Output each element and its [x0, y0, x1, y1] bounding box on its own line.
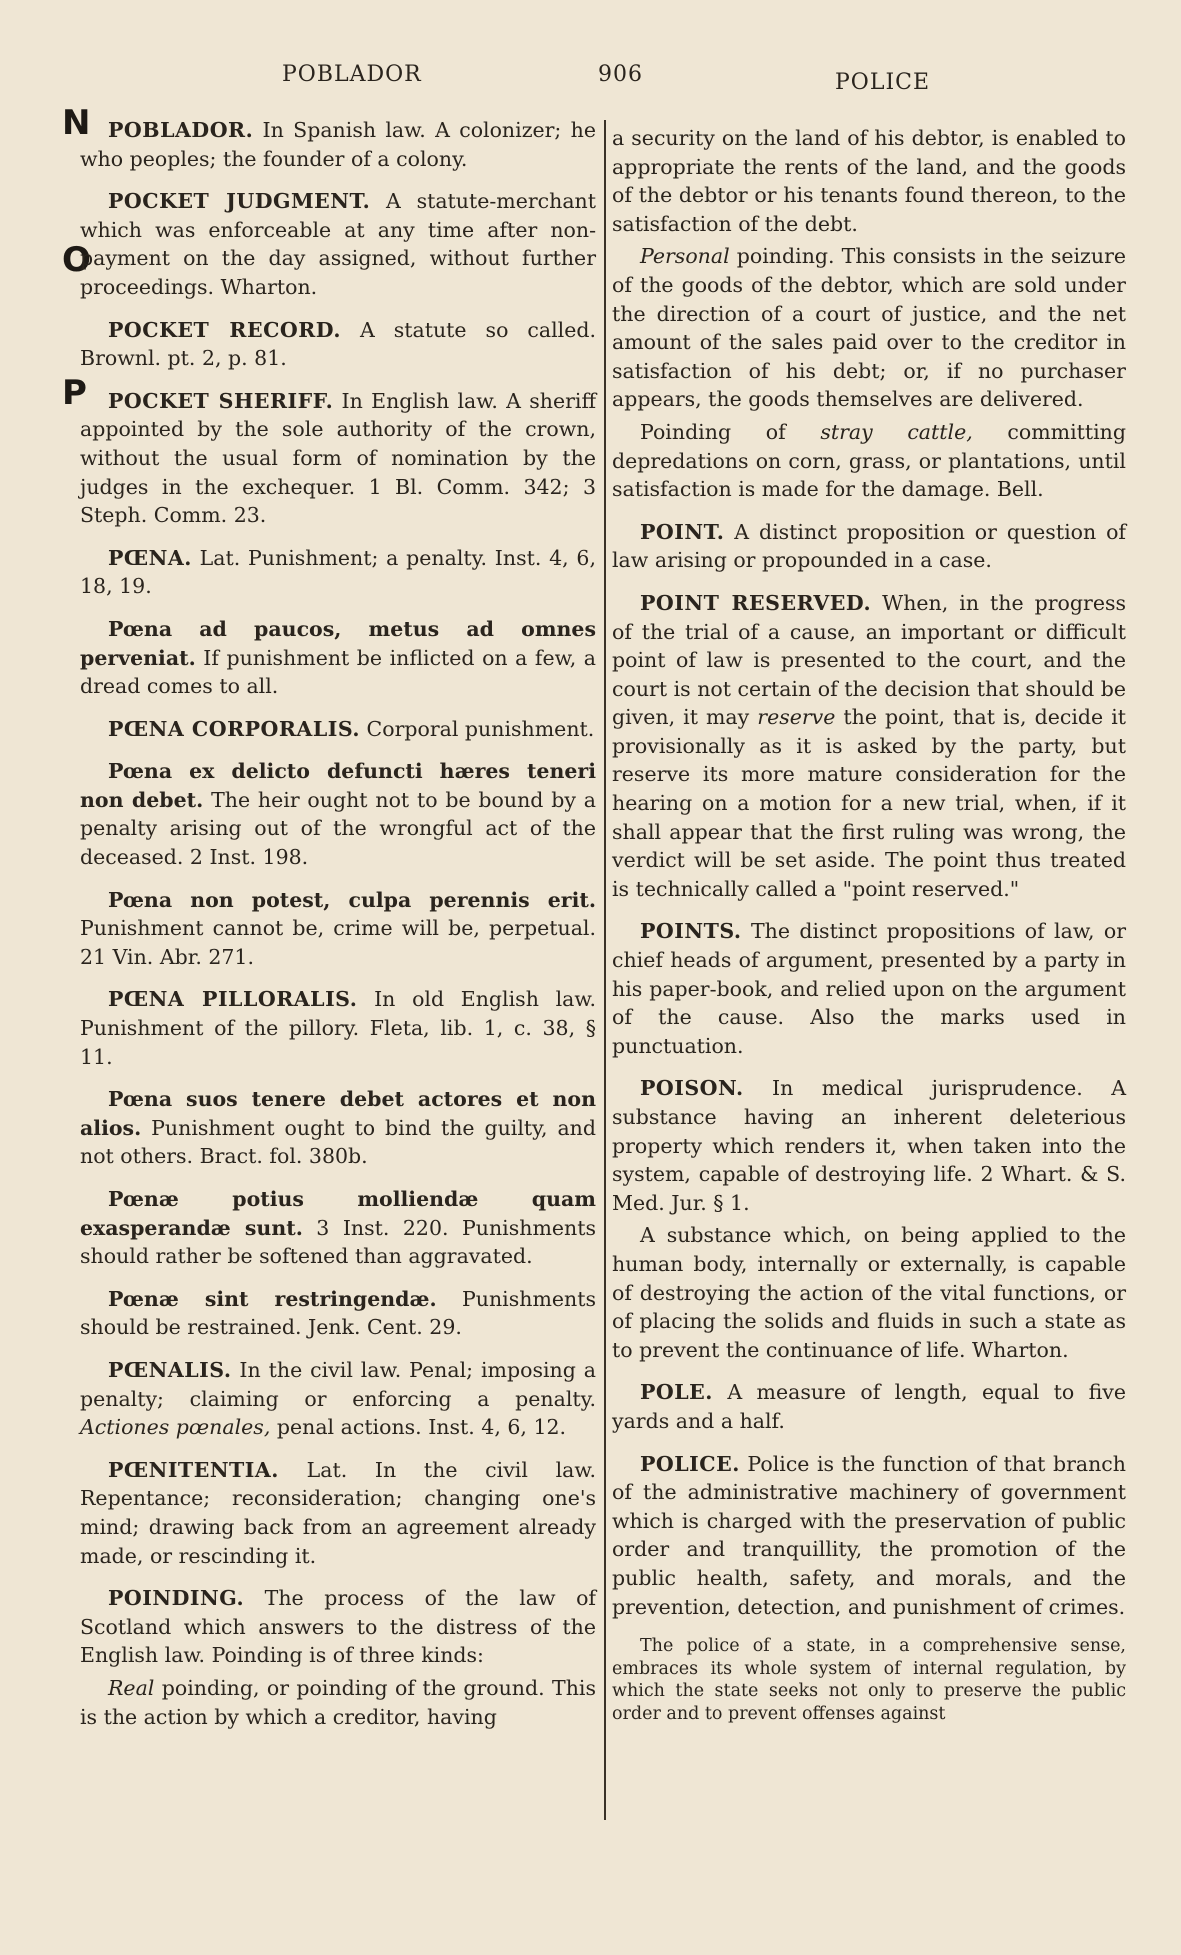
definition: If punishment be inflicted on a few, a dread comes to all. [80, 645, 596, 699]
thumb-index-n: N [62, 103, 91, 143]
headword: POINT. [640, 519, 725, 544]
page-number: 906 [598, 62, 643, 87]
entry-pocket-judgment [80, 187, 596, 301]
maxim-poena-ad-paucos [80, 615, 596, 701]
entry-points [612, 917, 1126, 1060]
italic-term: stray cattle, [820, 419, 973, 444]
definition: A distinct proposition or question of law arising or propounded in a case. [612, 519, 1126, 573]
definition: When, in the progress of the trial of a cause, an important or difficult point of law is presented to the court, and the court is not certain of the decision that should be given, it may [612, 590, 1126, 730]
column-divider [604, 120, 606, 1820]
maxim: Pœna ad paucos, metus ad omnes perveniat. [80, 616, 596, 670]
entry-poena [80, 544, 596, 601]
headword: PŒNALIS. [108, 1357, 232, 1382]
headword: POLE. [640, 1380, 713, 1405]
definition: Punishment ought to bind the guilty, and not others. Bract. fol. 380b. [80, 1115, 596, 1169]
maxim-poenae-sint [80, 1285, 596, 1342]
definition-cont: committing depredations on corn, grass, or plantations, until satisfaction is made for the damage. Bell. [612, 419, 1126, 502]
entry-real-poinding [80, 1674, 596, 1731]
entry-poenitentia [80, 1456, 596, 1570]
definition: In Spanish law. A colonizer; he who peoples; the founder of a colony. [80, 118, 596, 171]
entry-poinding-continued [612, 124, 1126, 238]
definition: The distinct propositions of law, or chief heads of argument, presented by a party in his paper-book, and relied upon on the argument of the cause. Also the marks used in punctuation. [612, 919, 1126, 1058]
entry-poena-corporalis [80, 715, 596, 744]
definition: In the civil law. Penal; imposing a penalty; claiming or enforcing a penalty. [80, 1357, 596, 1411]
thumb-index-o: O [62, 240, 91, 280]
definition: In medical jurisprudence. A substance having an inherent deleterious property which renders it, when taken into the system, capable of destroying life. 2 Whart. & S. Med. Jur. § 1. [612, 1076, 1126, 1215]
definition: The police of a state, in a comprehensive sense, embraces its whole system of internal regulation, by which the state seeks not only to preserve the public order and to prevent offenses against [612, 1636, 1126, 1724]
left-column [80, 116, 596, 1745]
definition: The heir ought not to be bound by a penalty arising out of the wrongful act of the deceased. 2 Inst. 198. [80, 787, 596, 870]
headword: PŒNA. [108, 545, 192, 570]
definition: 3 Inst. 220. Punishments should rather be softened than aggravated. [80, 1215, 596, 1269]
entry-poinding-stray-cattle [612, 418, 1126, 504]
headword: POINTS. [640, 919, 742, 944]
entry-poison-second-def [612, 1221, 1126, 1364]
definition: Police is the function of that branch of the administrative machinery of government which is charged with the preservation of public order and tranquillity, the promotion of the public health, safety, and morals, and the prevention, detection, and punishment of crimes. [612, 1451, 1126, 1619]
maxim: Pœnæ potius molliendæ quam exasperandæ sunt. [80, 1187, 596, 1240]
italic-term: Personal [640, 244, 730, 269]
definition: A measure of length, equal to five yards and a half. [612, 1380, 1126, 1433]
definition: A statute-merchant which was enforceable at any time after non-payment on the day assigned, without further proceedings. Wharton. [80, 189, 597, 299]
headword: PŒNITENTIA. [108, 1457, 279, 1482]
entry-poblador [80, 116, 596, 173]
definition-cont: penal actions. Inst. 4, 6, 12. [270, 1415, 567, 1440]
entry-poena-pilloralis [80, 985, 596, 1071]
entry-personal-poinding [612, 242, 1126, 414]
headword: POCKET SHERIFF. [108, 388, 334, 413]
headword: POISON. [640, 1076, 744, 1101]
entry-police-note [612, 1635, 1126, 1725]
thumb-index-p: P [62, 373, 87, 413]
entry-police [612, 1450, 1126, 1622]
italic-term: Actiones pœnales, [80, 1415, 271, 1440]
definition: Punishment cannot be, crime will be, perpetual. 21 Vin. Abr. 271. [80, 916, 596, 969]
definition: A substance which, on being applied to the human body, internally or externally, is capable of destroying the action of the vital functions, or of placing the solids and fluids in such a state as to prevent the continuance of life. Wharton. [612, 1223, 1126, 1362]
entry-pocket-record [80, 316, 596, 373]
maxim: Pœna suos tenere debet actores et non alios. [80, 1087, 596, 1140]
headword: POINDING. [108, 1586, 245, 1611]
definition: A statute so called. Brownl. pt. 2, p. 81. [80, 317, 596, 371]
maxim-poena-non-potest [80, 886, 596, 972]
headword: POBLADOR. [108, 118, 254, 142]
definition: In old English law. Punishment of the pillory. Fleta, lib. 1, c. 38, § 11. [80, 987, 596, 1069]
maxim: Pœna non potest, culpa perennis erit. [108, 887, 596, 912]
maxim: Pœna ex delicto defuncti hæres teneri non debet. [80, 759, 596, 812]
definition: poinding. This consists in the seizure of the goods of the debtor, which are sold under the direction of a court of justice, and the net amount of the sales paid over to the creditor in satisfaction of his debt; or, if no purchaser appears, the goods themselves are delivered. [612, 244, 1126, 412]
maxim: Pœnæ sint restringendæ. [108, 1286, 437, 1311]
definition: In English law. A sheriff appointed by the sole authority of the crown, without the usual form of nomination by the judges in the exchequer. 1 Bl. Comm. 342; 3 Steph. Comm. 23. [80, 388, 597, 528]
maxim-poena-suos [80, 1085, 596, 1171]
maxim-poena-ex-delicto [80, 757, 596, 871]
definition: The process of the law of Scotland which answers to the distress of the English law. Poinding is of three kinds: [80, 1586, 596, 1668]
entry-point [612, 518, 1126, 575]
definition: Punishments should be restrained. Jenk. Cent. 29. [80, 1286, 596, 1340]
definition-cont: the point, that is, decide it provisionally as it is asked by the party, but reserve its more mature consideration for the hearing on a motion for a new trial, when, if it shall appear that the first ruling was wrong, the verdict will be set aside. The point thus treated is technically called a "point reserved." [612, 705, 1126, 901]
italic-term: Real [108, 1675, 155, 1700]
maxim-poenae-potius [80, 1185, 596, 1271]
definition: Corporal punishment. [360, 716, 595, 741]
headword: POCKET JUDGMENT. [108, 189, 371, 214]
definition: Lat. In the civil law. Repentance; reconsideration; changing one's mind; drawing back from an agreement already made, or rescinding it. [80, 1457, 596, 1568]
headword: POCKET RECORD. [108, 317, 341, 342]
headword: PŒNA PILLORALIS. [108, 987, 358, 1012]
italic-term: reserve [757, 705, 836, 730]
entry-poinding [80, 1584, 596, 1670]
headword: POINT RESERVED. [640, 590, 872, 615]
right-column [612, 124, 1126, 1739]
definition: poinding, or poinding of the ground. This is the action by which a creditor, having [80, 1675, 596, 1729]
headword: PŒNA CORPORALIS. [108, 716, 361, 741]
entry-pole [612, 1378, 1126, 1435]
header-last-word: POLICE [835, 70, 931, 95]
page-header [0, 62, 1181, 102]
definition: Lat. Punishment; a penalty. Inst. 4, 6, 18, 19. [80, 545, 596, 599]
definition: a security on the land of his debtor, is enabled to appropriate the rents of the land, and the goods of the debtor or his tenants found thereon, to the satisfaction of the debt. [612, 126, 1126, 236]
entry-pocket-sheriff [80, 387, 596, 530]
entry-poison [612, 1074, 1126, 1217]
definition: Poinding of [640, 419, 821, 444]
entry-point-reserved [612, 589, 1126, 904]
entry-poenalis [80, 1356, 596, 1442]
headword: POLICE. [640, 1451, 740, 1476]
header-first-word: POBLADOR [282, 62, 422, 87]
